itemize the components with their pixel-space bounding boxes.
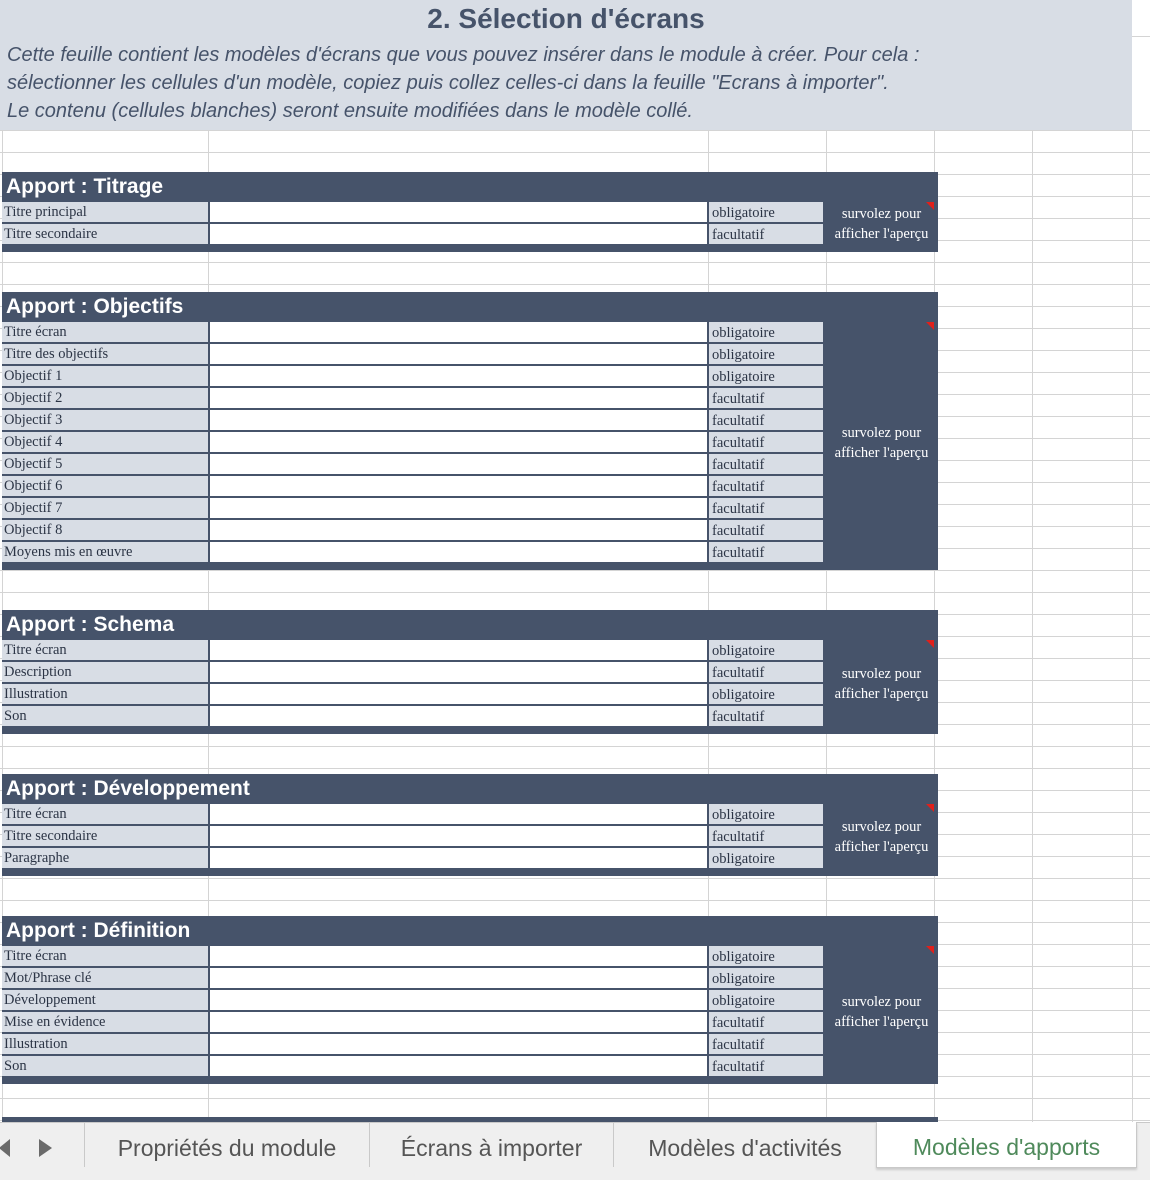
field-label-cell[interactable]: Illustration [2, 684, 208, 704]
preview-hint-text: survolez pour [841, 425, 922, 441]
template-row [2, 662, 938, 684]
tab-modeles-d-apports[interactable]: Modèles d'apports [876, 1122, 1137, 1168]
requirement-cell[interactable]: facultatif [709, 662, 823, 682]
block-title[interactable]: Apport : Schema [6, 613, 175, 636]
content-cell[interactable] [210, 388, 707, 408]
content-cell[interactable] [210, 662, 707, 682]
template-row [2, 476, 938, 498]
content-cell[interactable] [210, 498, 707, 518]
comment-indicator-icon [926, 640, 934, 648]
preview-hint-text: afficher l'aperçu [834, 839, 929, 855]
field-label-cell[interactable]: Titre écran [2, 804, 208, 824]
preview-hint-text: afficher l'aperçu [834, 226, 929, 242]
arrow-right-icon [39, 1139, 52, 1157]
field-label-cell[interactable]: Moyens mis en œuvre [2, 542, 208, 562]
template-block [2, 610, 938, 734]
preview-hover-cell[interactable] [825, 322, 938, 564]
requirement-cell[interactable]: facultatif [709, 388, 823, 408]
content-cell[interactable] [210, 946, 707, 966]
content-cell[interactable] [210, 454, 707, 474]
sheet-tab-bar [0, 1122, 1150, 1180]
tab-ecrans-a-importer[interactable]: Écrans à importer [369, 1123, 613, 1167]
sheet-header [0, 0, 1132, 130]
content-cell[interactable] [210, 322, 707, 342]
requirement-cell[interactable]: obligatoire [709, 946, 823, 966]
template-row [2, 224, 938, 246]
template-row [2, 410, 938, 432]
content-cell[interactable] [210, 706, 707, 726]
requirement-cell[interactable]: facultatif [709, 520, 823, 540]
content-cell[interactable] [210, 1056, 707, 1076]
field-label-cell[interactable]: Objectif 3 [2, 410, 208, 430]
template-row [2, 388, 938, 410]
content-cell[interactable] [210, 366, 707, 386]
content-cell[interactable] [210, 202, 707, 222]
field-label-cell[interactable]: Paragraphe [2, 848, 208, 868]
preview-hover-cell[interactable] [825, 804, 938, 870]
preview-hover-cell[interactable] [825, 640, 938, 728]
requirement-cell[interactable]: facultatif [709, 1012, 823, 1032]
preview-hint-text: survolez pour [841, 206, 922, 222]
requirement-cell[interactable]: facultatif [709, 224, 823, 244]
preview-hint-text: survolez pour [841, 819, 922, 835]
requirement-cell[interactable]: facultatif [709, 1056, 823, 1076]
field-label-cell[interactable]: Titre écran [2, 640, 208, 660]
content-cell[interactable] [210, 542, 707, 562]
content-cell[interactable] [210, 968, 707, 988]
arrow-left-icon [0, 1139, 10, 1157]
template-block [2, 172, 938, 252]
template-row [2, 826, 938, 848]
requirement-cell[interactable]: obligatoire [709, 684, 823, 704]
preview-hint-text: survolez pour [841, 666, 922, 682]
content-cell[interactable] [210, 684, 707, 704]
comment-indicator-icon [926, 804, 934, 812]
field-label-cell[interactable]: Développement [2, 990, 208, 1010]
template-row [2, 946, 938, 968]
field-label-cell[interactable]: Son [2, 706, 208, 726]
field-label-cell[interactable]: Mot/Phrase clé [2, 968, 208, 988]
block-title[interactable]: Apport : Développement [6, 777, 250, 800]
preview-hint-text: afficher l'aperçu [834, 1014, 929, 1030]
requirement-cell[interactable]: facultatif [709, 826, 823, 846]
template-row [2, 848, 938, 870]
comment-indicator-icon [926, 946, 934, 954]
requirement-cell[interactable]: obligatoire [709, 366, 823, 386]
preview-hint-text: afficher l'aperçu [834, 445, 929, 461]
content-cell[interactable] [210, 224, 707, 244]
requirement-cell[interactable]: obligatoire [709, 990, 823, 1010]
field-label-cell[interactable]: Titre secondaire [2, 826, 208, 846]
field-label-cell[interactable]: Titre des objectifs [2, 344, 208, 364]
template-row [2, 322, 938, 344]
template-row [2, 498, 938, 520]
field-label-cell[interactable]: Objectif 5 [2, 454, 208, 474]
block-title[interactable]: Apport : Titrage [6, 175, 164, 198]
content-cell[interactable] [210, 848, 707, 868]
content-cell[interactable] [210, 1012, 707, 1032]
field-label-cell[interactable]: Objectif 7 [2, 498, 208, 518]
preview-hover-cell[interactable] [825, 202, 938, 246]
template-row [2, 640, 938, 662]
tab-modeles-d-activites[interactable]: Modèles d'activités [613, 1123, 876, 1167]
field-label-cell[interactable]: Titre secondaire [2, 224, 208, 244]
field-label-cell[interactable]: Mise en évidence [2, 1012, 208, 1032]
sheet-description-line: Cette feuille contient les modèles d'écrans que vous pouvez insérer dans le module à créer. Pour cela : [7, 44, 920, 66]
requirement-cell[interactable]: facultatif [709, 410, 823, 430]
field-label-cell[interactable]: Son [2, 1056, 208, 1076]
content-cell[interactable] [210, 826, 707, 846]
requirement-cell[interactable]: obligatoire [709, 322, 823, 342]
template-row [2, 990, 938, 1012]
block-title[interactable]: Apport : Définition [6, 919, 191, 942]
template-row [2, 1034, 938, 1056]
field-label-cell[interactable]: Description [2, 662, 208, 682]
field-label-cell[interactable]: Titre écran [2, 322, 208, 342]
template-row [2, 344, 938, 366]
field-label-cell[interactable]: Titre écran [2, 946, 208, 966]
content-cell[interactable] [210, 990, 707, 1010]
requirement-cell[interactable]: facultatif [709, 432, 823, 452]
template-row [2, 520, 938, 542]
template-row [2, 542, 938, 564]
sheet-description-line: sélectionner les cellules d'un modèle, copiez puis collez celles-ci dans la feuille "Ecrans à importer". [7, 72, 889, 94]
sheet-description [7, 41, 1127, 125]
template-block [2, 292, 938, 570]
template-row [2, 968, 938, 990]
requirement-cell[interactable]: obligatoire [709, 804, 823, 824]
field-label-cell[interactable]: Objectif 4 [2, 432, 208, 452]
tab-proprietes-du-module[interactable]: Propriétés du module [84, 1123, 369, 1167]
field-label-cell[interactable]: Illustration [2, 1034, 208, 1054]
field-label-cell[interactable]: Objectif 6 [2, 476, 208, 496]
requirement-cell[interactable]: obligatoire [709, 640, 823, 660]
requirement-cell[interactable]: obligatoire [709, 848, 823, 868]
template-row [2, 684, 938, 706]
content-cell[interactable] [210, 640, 707, 660]
requirement-cell[interactable]: obligatoire [709, 344, 823, 364]
requirement-cell[interactable]: facultatif [709, 1034, 823, 1054]
template-row [2, 1012, 938, 1034]
requirement-cell[interactable]: facultatif [709, 476, 823, 496]
template-row [2, 454, 938, 476]
content-cell[interactable] [210, 476, 707, 496]
sheet-title: 2. Sélection d'écrans [427, 3, 705, 34]
requirement-cell[interactable]: facultatif [709, 706, 823, 726]
template-row [2, 366, 938, 388]
template-row [2, 202, 938, 224]
tab-scroll-left-button[interactable] [0, 1123, 14, 1173]
field-label-cell[interactable]: Objectif 1 [2, 366, 208, 386]
content-cell[interactable] [210, 520, 707, 540]
preview-hint-text: survolez pour [841, 994, 922, 1010]
block-title[interactable]: Apport : Objectifs [6, 295, 184, 318]
template-row [2, 706, 938, 728]
field-label-cell[interactable]: Titre principal [2, 202, 208, 222]
comment-indicator-icon [926, 202, 934, 210]
preview-hover-cell[interactable] [825, 946, 938, 1078]
tab-scroll-right-button[interactable] [28, 1123, 62, 1173]
template-block [2, 774, 938, 876]
content-cell[interactable] [210, 1034, 707, 1054]
content-cell[interactable] [210, 344, 707, 364]
comment-indicator-icon [926, 322, 934, 330]
requirement-cell[interactable]: obligatoire [709, 202, 823, 222]
requirement-cell[interactable]: facultatif [709, 498, 823, 518]
sheet-description-line: Le contenu (cellules blanches) seront ensuite modifiées dans le modèle collé. [7, 100, 693, 122]
content-cell[interactable] [210, 410, 707, 430]
template-row [2, 432, 938, 454]
field-label-cell[interactable]: Objectif 8 [2, 520, 208, 540]
field-label-cell[interactable]: Objectif 2 [2, 388, 208, 408]
requirement-cell[interactable]: facultatif [709, 542, 823, 562]
template-row [2, 1056, 938, 1078]
content-cell[interactable] [210, 804, 707, 824]
template-block [2, 916, 938, 1084]
requirement-cell[interactable]: facultatif [709, 454, 823, 474]
template-row [2, 804, 938, 826]
content-cell[interactable] [210, 432, 707, 452]
requirement-cell[interactable]: obligatoire [709, 968, 823, 988]
preview-hint-text: afficher l'aperçu [834, 686, 929, 702]
